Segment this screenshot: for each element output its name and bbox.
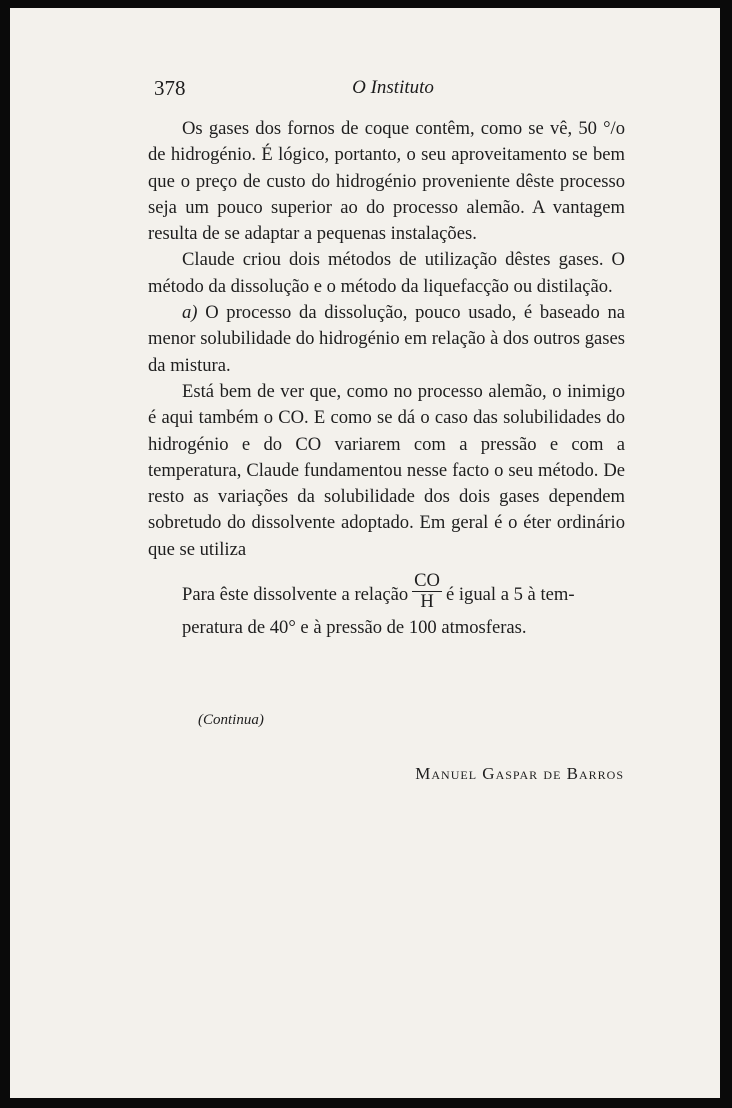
running-title: O Instituto [352, 77, 434, 98]
ratio-before: Para êste dissolvente a relação [182, 583, 409, 605]
paragraph-4: Está bem de ver que, como no processo alemão, o inimigo é aqui também o CO. E como se dá o caso das solubilidades do hidrogénio e do CO variarem com a pressão e com a temperatura, Claude fundamentou nesse facto o seu método. De resto as variações da solubilidade dos dois gases dependem sobretudo do dissolvente adoptado. Em geral é o éter ordinário que se utiliza [148, 380, 625, 560]
ratio-after: é igual a 5 à tem- [445, 583, 575, 605]
paragraph-2: Claude criou dois métodos de utilização dêstes gases. O método da dissolução e o método da liquefacção ou distilação. [148, 249, 625, 297]
ratio-numerator: CO [414, 570, 440, 592]
body-text [148, 116, 625, 641]
ratio-fraction [412, 571, 442, 612]
paragraph-1: Os gases dos fornos de coque contêm, como se vê, 50 °/o de hidrogénio. É lógico, portanto, o seu aproveitamento se bem que o preço de custo do hidrogénio proveniente dêste processo seja um pouco superior ao do processo alemão. A vantagem resulta de se adaptar a pequenas instalações. [148, 118, 625, 245]
paragraph-3-text: O processo da dissolução, pouco usado, é baseado na menor solubilidade do hidrogénio em relação à dos outros gases da mistura. [148, 302, 625, 376]
page-header [150, 76, 636, 106]
continued-note: (Continua) [198, 712, 264, 728]
paragraph-3-label: a) [182, 302, 198, 324]
paragraph-3 [148, 300, 625, 379]
ratio-paragraph [148, 570, 625, 615]
ratio-denominator: H [420, 591, 434, 613]
ratio-continuation: peratura de 40° e à pressão de 100 atmosferas. [182, 617, 527, 639]
page-number: 378 [154, 76, 186, 100]
author-signature: Manuel Gaspar de Barros [415, 764, 624, 783]
